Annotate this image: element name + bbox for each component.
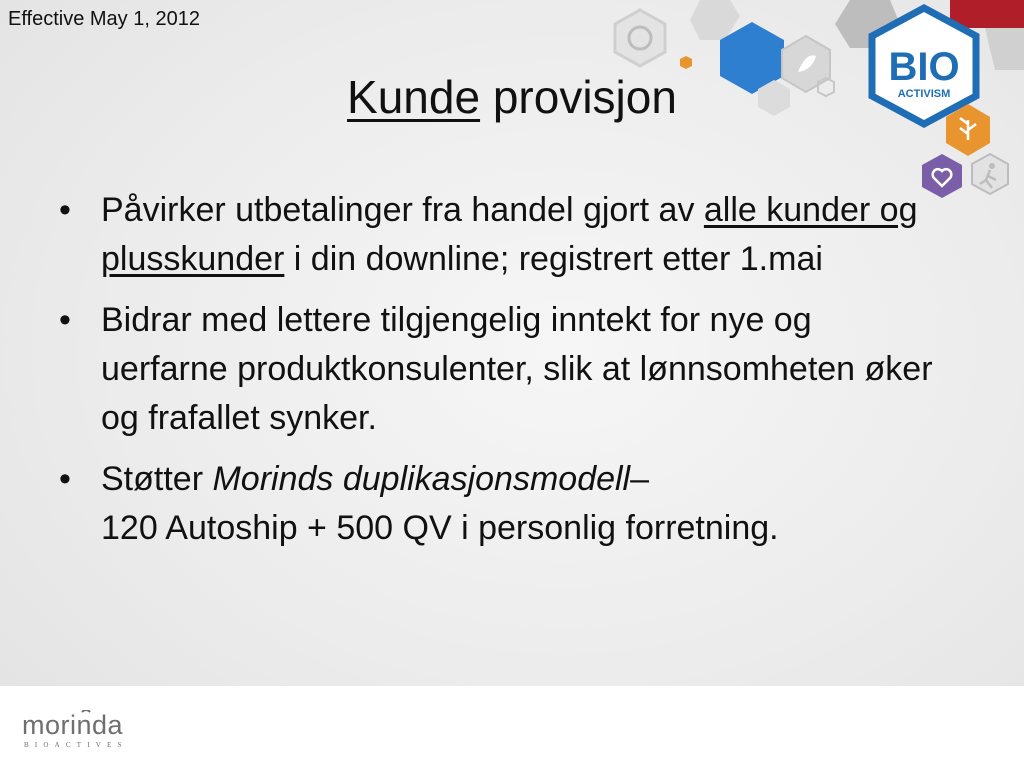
- slide-title: [0, 70, 1024, 124]
- logo-subtext: BIOACTIVES: [24, 741, 128, 749]
- badge-activism-text: ACTIVISM: [897, 88, 951, 100]
- title-rest: provisjon: [480, 71, 677, 123]
- red-corner: [950, 0, 1024, 28]
- effective-date: Effective May 1, 2012: [8, 8, 200, 30]
- bullet-item: • Bidrar med lettere tilgjengelig inntekt for nye og uerfarne produktkonsulenter, slik at lønnsomheten øker og frafallet synker.: [55, 296, 935, 443]
- bullet-icon: •: [59, 191, 71, 229]
- morinda-logo: [22, 710, 152, 750]
- bullet-italic-text: Morinds duplikasjonsmodell: [212, 460, 631, 498]
- title-underlined: Kunde: [347, 71, 481, 123]
- footer-band: [0, 686, 1024, 768]
- logo-wordmark: morinda: [22, 710, 124, 740]
- bullet-list: [55, 186, 935, 565]
- badge-bio-text: BIO: [888, 45, 960, 89]
- bullet-icon: •: [59, 460, 71, 498]
- bullet-item: • Støtter Morinds duplikasjonsmodell– 120 Autoship + 500 QV i personlig forretning.: [55, 455, 935, 553]
- hex-icon-tile: [615, 10, 665, 66]
- bullet-icon: •: [59, 301, 71, 339]
- runner-icon-tile: [972, 154, 1008, 194]
- bullet-underlined-text: alle kunder og plusskunder: [101, 191, 918, 278]
- bullet-item: • Påvirker utbetalinger fra handel gjort av alle kunder og plusskunder i din downline; registrert etter 1.mai: [55, 186, 935, 284]
